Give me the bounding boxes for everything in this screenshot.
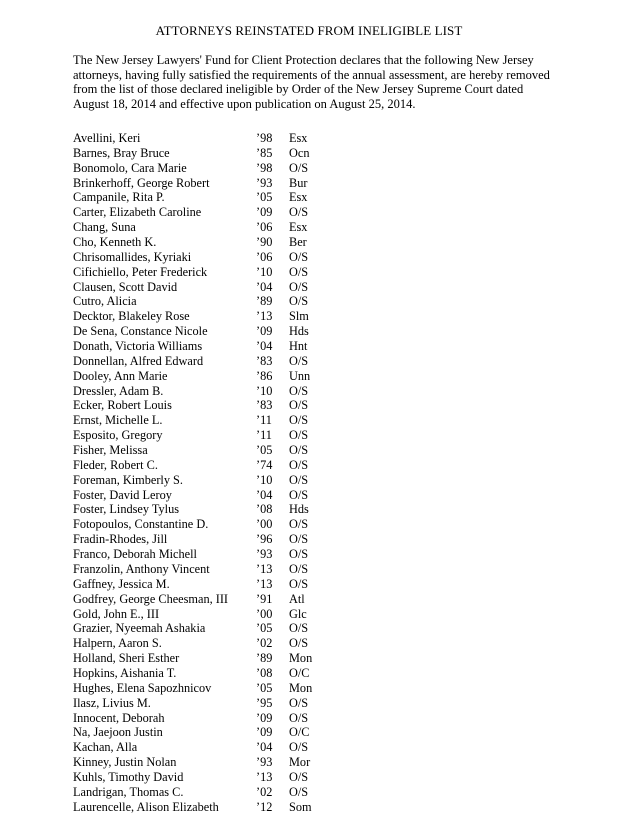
county-code: O/S [289,710,309,725]
county-code: O/S [289,636,309,651]
admission-year: ’04 [256,740,273,755]
list-item [73,502,553,517]
admission-year: ’93 [256,547,273,562]
admission-year: ’02 [256,784,273,799]
admission-year: ’09 [256,725,273,740]
attorney-name: Avellini, Keri [73,131,141,145]
list-item [73,131,553,146]
list-item [73,398,553,413]
county-code: O/S [289,383,309,398]
admission-year: ’04 [256,339,273,354]
attorney-name: Cifichiello, Peter Frederick [73,264,208,279]
list-item [73,146,553,161]
list-item [73,309,553,324]
county-code: Mon [289,651,313,666]
admission-year: ’89 [256,294,273,309]
admission-year: ’90 [256,235,273,250]
admission-year: ’86 [256,368,273,383]
county-code: O/S [289,398,309,413]
attorney-name: Fisher, Melissa [73,443,148,458]
list-item [73,458,553,473]
list-item [73,800,553,815]
list-item [73,740,553,755]
admission-year: ’13 [256,576,273,591]
admission-year: ’05 [256,190,273,205]
county-code: O/S [289,784,309,799]
attorney-name: Kinney, Justin Nolan [73,755,177,770]
admission-year: ’11 [256,428,272,443]
list-item [73,339,553,354]
list-item [73,621,553,636]
attorney-name: Cutro, Alicia [73,294,137,309]
list-item [73,547,553,562]
county-code: O/S [289,353,309,368]
attorney-name: Carter, Elizabeth Caroline [73,205,202,220]
county-code: Ocn [289,145,310,160]
county-code: O/S [289,695,309,710]
attorney-name: Bonomolo, Cara Marie [73,160,187,175]
admission-year: ’93 [256,755,273,770]
list-item [73,636,553,651]
list-item [73,220,553,235]
county-code: Hds [289,324,309,339]
admission-year: ’02 [256,636,273,651]
list-item [73,176,553,191]
county-code: Mor [289,755,311,770]
attorney-name: Decktor, Blakeley Rose [73,309,190,324]
list-item [73,235,553,250]
county-code: O/S [289,413,309,428]
list-item [73,607,553,622]
attorney-name: Dooley, Ann Marie [73,368,168,383]
attorney-name: De Sena, Constance Nicole [73,324,208,339]
admission-year: ’98 [256,160,273,175]
list-item [73,294,553,309]
attorney-name: Laurencelle, Alison Elizabeth [73,799,219,814]
list-item [73,651,553,666]
list-item [73,384,553,399]
list-item [73,562,553,577]
county-code: Mon [289,680,313,695]
attorney-name: Chang, Suna [73,220,136,235]
county-code: O/S [289,621,309,636]
county-code: O/S [289,279,309,294]
county-code: Esx [289,131,308,145]
attorney-name: Hughes, Elena Sapozhnicov [73,680,212,695]
attorney-name: Landrigan, Thomas C. [73,784,184,799]
county-code: Esx [289,190,308,205]
admission-year: ’10 [256,383,273,398]
attorney-name: Ilasz, Livius M. [73,695,151,710]
county-code: Slm [289,309,309,324]
attorney-name: Foster, David Leroy [73,487,172,502]
attorney-name: Foster, Lindsey Tylus [73,502,180,517]
list-item [73,785,553,800]
attorney-name: Halpern, Aaron S. [73,636,162,651]
list-item [73,413,553,428]
list-item [73,250,553,265]
attorney-name: Clausen, Scott David [73,279,178,294]
intro-paragraph: The New Jersey Lawyers' Fund for Client Protection declares that the following New Jersey attorneys, having fully satisfied the requirements of the annual assessment, are hereby removed from the list of those declared ineligible by Order of the New Jersey Supreme Court dated August 18, 2014 and effective upon publication on August 25, 2014. [73,53,550,111]
attorney-name: Godfrey, George Cheesman, III [73,591,229,606]
attorney-name: Kachan, Alla [73,740,138,755]
attorney-name: Ernst, Michelle L. [73,413,163,428]
attorney-name: Gold, John E., III [73,606,160,621]
admission-year: ’83 [256,353,273,368]
list-item [73,354,553,369]
admission-year: ’96 [256,532,273,547]
county-code: O/S [289,561,309,576]
attorney-name: Na, Jaejoon Justin [73,725,163,740]
county-code: O/S [289,443,309,458]
list-item [73,205,553,220]
county-code: O/S [289,576,309,591]
county-code: Bur [289,175,308,190]
county-code: O/C [289,665,310,680]
attorney-name: Foreman, Kimberly S. [73,472,183,487]
county-code: O/S [289,205,309,220]
county-code: O/S [289,769,309,784]
list-item [73,488,553,503]
county-code: O/S [289,249,309,264]
admission-year: ’10 [256,472,273,487]
list-item [73,681,553,696]
admission-year: ’98 [256,131,273,145]
admission-year: ’09 [256,710,273,725]
page-title: ATTORNEYS REINSTATED FROM INELIGIBLE LIST [155,23,463,38]
attorney-name: Ecker, Robert Louis [73,398,172,413]
county-code: O/S [289,457,309,472]
admission-year: ’05 [256,443,273,458]
admission-year: ’09 [256,205,273,220]
county-code: Som [289,799,312,814]
attorney-name: Campanile, Rita P. [73,190,165,205]
list-item [73,265,553,280]
list-item [73,161,553,176]
admission-year: ’74 [256,457,273,472]
list-item [73,473,553,488]
admission-year: ’83 [256,398,273,413]
admission-year: ’06 [256,220,273,235]
list-item [73,666,553,681]
attorney-name: Donnellan, Alfred Edward [73,353,204,368]
admission-year: ’05 [256,680,273,695]
list-item [73,190,553,205]
list-item [73,577,553,592]
list-item [73,755,553,770]
county-code: O/S [289,487,309,502]
list-item [73,725,553,740]
admission-year: ’12 [256,799,273,814]
county-code: O/S [289,294,309,309]
list-item [73,592,553,607]
county-code: Ber [289,235,307,250]
county-code: O/S [289,532,309,547]
county-code: O/S [289,517,309,532]
county-code: O/S [289,740,309,755]
attorney-name: Donath, Victoria Williams [73,339,203,354]
admission-year: ’89 [256,651,273,666]
county-code: Hnt [289,339,308,354]
attorney-name: Dressler, Adam B. [73,383,164,398]
attorney-name: Fotopoulos, Constantine D. [73,517,209,532]
admission-year: ’06 [256,249,273,264]
attorney-name: Grazier, Nyeemah Ashakia [73,621,206,636]
admission-year: ’91 [256,591,273,606]
admission-year: ’13 [256,561,273,576]
attorney-name: Innocent, Deborah [73,710,165,725]
county-code: Atl [289,591,305,606]
list-item [73,770,553,785]
admission-year: ’95 [256,695,273,710]
county-code: O/S [289,547,309,562]
list-item [73,517,553,532]
admission-year: ’04 [256,279,273,294]
attorney-name: Fleder, Robert C. [73,457,158,472]
admission-year: ’13 [256,769,273,784]
list-item [73,696,553,711]
county-code: O/S [289,160,309,175]
attorney-name: Brinkerhoff, George Robert [73,175,210,190]
admission-year: ’93 [256,175,273,190]
admission-year: ’11 [256,413,272,428]
attorney-name: Barnes, Bray Bruce [73,145,170,160]
attorney-name: Franzolin, Anthony Vincent [73,561,210,576]
county-code: O/C [289,725,310,740]
admission-year: ’04 [256,487,273,502]
list-item [73,324,553,339]
attorney-name: Holland, Sheri Esther [73,651,180,666]
list-item [73,443,553,458]
county-code: Unn [289,368,311,383]
county-code: O/S [289,428,309,443]
attorney-name: Esposito, Gregory [73,428,163,443]
county-code: O/S [289,472,309,487]
list-item [73,428,553,443]
attorney-name: Fradin-Rhodes, Jill [73,532,168,547]
admission-year: ’00 [256,606,273,621]
admission-year: ’10 [256,264,273,279]
admission-year: ’08 [256,665,273,680]
list-item [73,532,553,547]
attorney-name: Franco, Deborah Michell [73,547,197,562]
list-item [73,369,553,384]
attorney-name: Chrisomallides, Kyriaki [73,249,192,264]
attorney-list [73,131,553,815]
attorney-name: Hopkins, Aishania T. [73,665,177,680]
attorney-name: Cho, Kenneth K. [73,235,157,250]
county-code: Glc [289,606,307,621]
list-item [73,280,553,295]
list-item [73,711,553,726]
attorney-name: Kuhls, Timothy David [73,769,184,784]
attorney-name: Gaffney, Jessica M. [73,576,170,591]
admission-year: ’09 [256,324,273,339]
admission-year: ’05 [256,621,273,636]
county-code: O/S [289,264,309,279]
admission-year: ’08 [256,502,273,517]
county-code: Hds [289,502,309,517]
county-code: Esx [289,220,308,235]
admission-year: ’85 [256,145,273,160]
admission-year: ’13 [256,309,273,324]
admission-year: ’00 [256,517,273,532]
